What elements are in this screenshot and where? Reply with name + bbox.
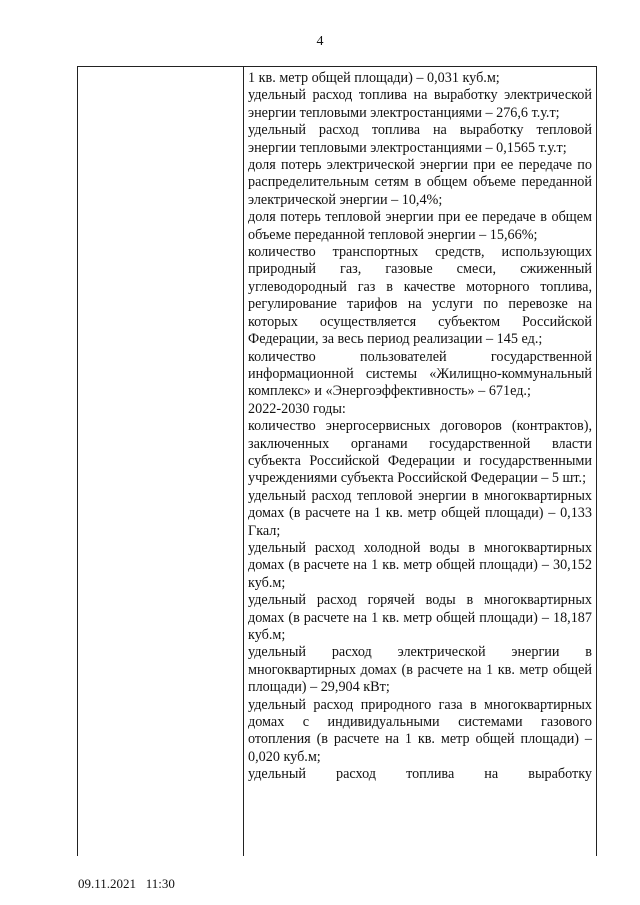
paragraph: доля потерь тепловой энергии при ее передаче в общем объеме переданной тепловой энергии – 15,66%; (248, 209, 592, 243)
paragraph: удельный расход топлива на выработку (248, 766, 592, 783)
paragraph: удельный расход топлива на выработку тепловой энергии тепловыми электростанциями – 0,1565 т.у.т; (248, 122, 592, 156)
paragraph: удельный расход горячей воды в многоквартирных домах (в расчете на 1 кв. метр общей площади) – 18,187 куб.м; (248, 592, 592, 643)
paragraph: количество транспортных средств, использующих природный газ, газовые смеси, сжиженный углеводородный газ в качестве моторного топлива, регулирование тарифов на услуги по перевозке на которых осуществляется субъектом Российской Федерации, за весь период реализации – 145 ед.; (248, 244, 592, 348)
paragraph: количество пользователей государственной информационной системы «Жилищно-коммунальный комплекс» и «Энергоэффективность» – 671ед.; (248, 348, 592, 400)
paragraph: доля потерь электрической энергии при ее передаче по распределительным сетям в общем объеме переданной электрической энергии – 10,4%; (248, 157, 592, 208)
paragraph: удельный расход природного газа в многоквартирных домах с индивидуальными системами газового отопления (в расчете на 1 кв. метр общей площади) – 0,020 куб.м; (248, 696, 592, 765)
paragraph: удельный расход тепловой энергии в многоквартирных домах (в расчете на 1 кв. метр общей площади) – 0,133 Гкал; (248, 487, 592, 539)
footer-datetime: 09.11.2021 11:30 (78, 876, 175, 891)
paragraph: удельный расход топлива на выработку электрической энергии тепловыми электростанциями – 276,6 т.у.т; (248, 87, 592, 121)
paragraph: удельный расход электрической энергии в многоквартирных домах (в расчете на 1 кв. метр общей площади) – 29,904 кВт; (248, 644, 592, 696)
table-right-cell (244, 67, 596, 856)
section-heading: 2022-2030 годы: (248, 400, 346, 417)
paragraph: количество энергосервисных договоров (контрактов), заключенных органами государственной власти субъекта Российской Федерации и государственными учреждениями субъекта Российской Федерации – 5 шт.; (248, 418, 592, 487)
paragraph: удельный расход холодной воды в многоквартирных домах (в расчете на 1 кв. метр общей площади) – 30,152 куб.м; (248, 539, 592, 591)
content-table (77, 66, 597, 856)
table-left-cell (78, 67, 244, 856)
paragraph: 1 кв. метр общей площади) – 0,031 куб.м; (248, 70, 500, 86)
page-number: 4 (316, 34, 324, 49)
